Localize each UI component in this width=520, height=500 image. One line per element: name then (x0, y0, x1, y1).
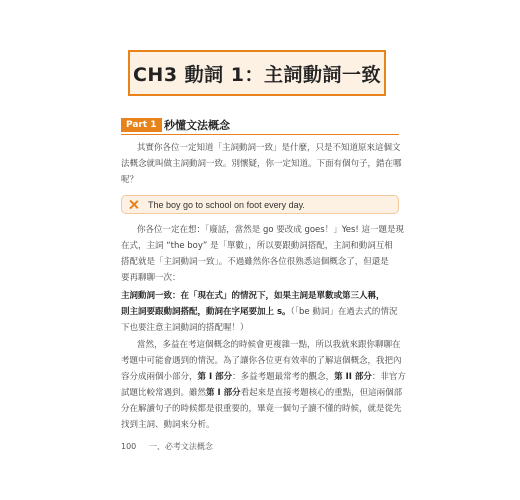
closing-text: ：多益考題最常考的觀念， (232, 372, 335, 382)
closing-line: 當然，多益在考這個概念的時候會更複雜一點，所以我就來跟你聊聊在 (137, 340, 401, 350)
rule-paragraph (121, 288, 399, 336)
wrong-x-icon (129, 200, 138, 209)
closing-text: 看起來是直接考題核心的重點，但這兩個部 (240, 388, 403, 398)
explain-line: 要再聊聊一次： (121, 273, 181, 283)
closing-line: 考題中可能會遇到的情況。為了讓你各位更有效率的了解這個概念，我把內 (121, 356, 402, 366)
explanation-paragraph (121, 222, 405, 286)
rule-bold-text: 主詞動詞一致：在「現在式」的情況下，如果主詞是單數或第三人稱， (121, 291, 385, 301)
intro-paragraph (121, 140, 402, 188)
closing-text: ：非官方 (371, 372, 406, 382)
rule-bold-text: 則主詞要跟動詞搭配，動詞在字尾要加上 s。 (121, 307, 291, 317)
part-two-label: 第 II 部分 (334, 372, 372, 382)
example-sentence: The boy go to school on foot every day. (148, 199, 305, 210)
part-one-label: 第 I 部分 (206, 388, 241, 398)
explain-line: 在式，主詞 “the boy” 是「單數」，所以要跟動詞搭配，主詞和動詞互相 (121, 241, 393, 251)
part-title: 秒懂文法概念 (164, 119, 230, 132)
closing-line: 找到主詞、動詞來分析。 (121, 420, 215, 430)
chapter-title: CH3 動詞 1：主詞動詞一致 (128, 50, 386, 96)
intro-line: 其實你各位一定知道「主詞動詞一致」是什麼，只是不知道原來這個文 (137, 143, 401, 153)
part-header (121, 118, 399, 135)
part-badge: Part 1 (121, 118, 162, 132)
closing-text: 容分成兩個小部分， (121, 372, 198, 382)
closing-paragraph (121, 337, 406, 433)
footer-section: 一、必考文法概念 (148, 442, 213, 451)
explain-line: 搭配就是「主詞動詞一致」。不過雖然你各位很熟悉這個概念了，但還是 (121, 257, 389, 267)
rule-note: 下也要注意主詞動詞的搭配喔！） (121, 323, 249, 333)
page-number: 100 (121, 442, 137, 451)
intro-line: 呢？ (121, 175, 139, 185)
intro-line: 法概念就叫做主詞動詞一致。別懷疑，你一定知道。下面有個句子，錯在哪 (121, 159, 402, 169)
example-box (121, 195, 399, 214)
rule-note: （「be 動詞」在過去式的情況 (290, 307, 398, 317)
page-footer (121, 441, 213, 452)
part-one-label: 第 I 部分 (197, 372, 233, 382)
closing-line: 分在解讀句子的時候都是很重要的，畢竟一個句子讀不懂的時候，就是從先 (121, 404, 402, 414)
explain-line: 你各位一定在想：「廢話，當然是 go 要改成 goes！」Yes! 這一題是現 (137, 225, 405, 235)
closing-text: 試題比較常遇到。雖然 (121, 388, 207, 398)
